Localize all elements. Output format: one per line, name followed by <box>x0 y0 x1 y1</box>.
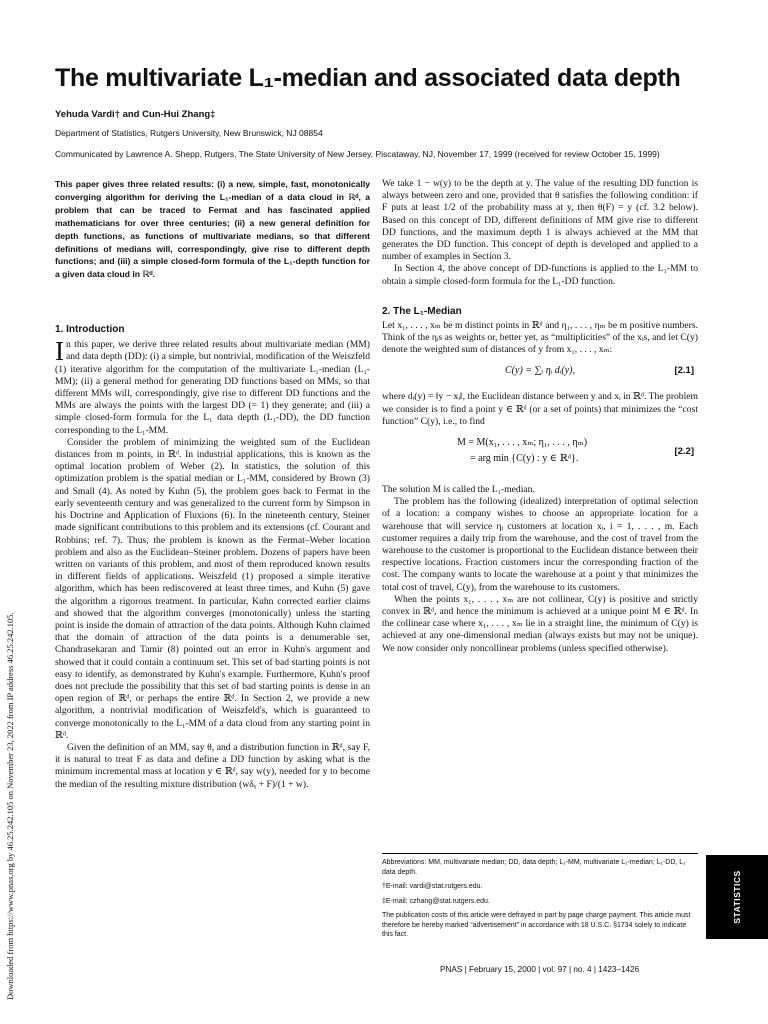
authors: Yehuda Vardi† and Cun-Hui Zhang‡ <box>55 109 216 120</box>
right-column <box>382 178 698 655</box>
affiliation: Department of Statistics, Rutgers University, New Brunswick, NJ 08854 <box>55 128 323 138</box>
footnote-email-zhang: ‡E-mail: czhang@stat.rutgers.edu. <box>382 897 490 905</box>
statistics-label: STATISTICS <box>732 870 742 924</box>
section2-paragraph-3: The solution M is called the L₁-median. <box>382 484 535 496</box>
section2-paragraph-2: where dᵢ(y) = ‖y − xᵢ‖, the Euclidean distance between y and xᵢ in ℝᵈ. The problem we consider is to find a point y ∈ ℝᵈ (or a set of points) that minimizes the “cost function” C(y), i.e., to find <box>382 391 698 427</box>
equation-2-2 <box>382 437 698 471</box>
paper-title: The multivariate L₁-median and associated data depth <box>55 64 681 92</box>
left-column <box>55 178 370 791</box>
right-paragraph-1: We take 1 − w(y) to be the depth at y. The value of the resulting DD function is always between zero and one, provided that θ satisfies the following condition: if F puts at least 1/2 of the probability mass at y, then θ(F) = y (cf. 3.2 below). Based on this concept of DD, different definitions of MM give rise to different DD functions, and the maximum depth 1 is always achieved at the MM that generates the DD function. This concept of depth is developed and applied to a number of examples in Section 3. <box>382 178 698 263</box>
abstract: This paper gives three related results: (i) a new, simple, fast, monotonically converging algorithm for deriving the L₁-median of a data cloud in ℝᵈ, a problem that can be traced to Fermat and has fascinated applied mathematicians for over three centuries; (ii) a new general definition for depth functions, as functions of multivariate medians, so that different definitions of medians will, correspondingly, give rise to different depth functions; and (iii) a simple closed-form formula of the L₁-depth function for a given data cloud in ℝᵈ. <box>55 179 370 280</box>
section2-paragraph-5: When the points x₁, . . . , xₘ are not collinear, C(y) is positive and strictly convex in ℝᵈ, and hence the minimum is achieved at a unique point M ∈ ℝᵈ. In the collinear case where x₁, . . . , xₘ lie in a straight line, the minimum of C(y) is achieved at any one-dimensional median (always exists but may not be unique). We now consider only noncollinear problems (unless specified otherwise). <box>382 593 698 654</box>
right-paragraph-2: In Section 4, the above concept of DD-functions is applied to the L₁-MM to obtain a simple closed-form formula for the L₁-DD function. <box>382 263 698 287</box>
communicated-note: Communicated by Lawrence A. Shepp, Rutgers, The State University of New Jersey, Piscataway, NJ, November 17, 1999 (received for review October 15, 1999) <box>55 149 660 159</box>
page-footer: PNAS | February 15, 2000 | vol. 97 | no. 4 | 1423–1426 <box>440 965 640 974</box>
intro-paragraph-1-text: n this paper, we derive three related results about multivariate median (MM) and data depth (DD): (i) a simple, but nontrivial, modification of the Weiszfeld (1) iterative algorithm for the computation of the multivariate L₁-median (L₁-MM); (ii) a general method for generating DD functions based on MMs, so that different MMs will, correspondingly, give rise to different DD functions and the MMs are always the points with the largest DD (= 1) they generate; and (iii) a simple closed-form formula for the L₁ data depth (L₁-DD), the DD function corresponding to the L₁-MM. <box>55 339 370 436</box>
download-watermark: Downloaded from https://www.pnas.org by 46.25.242.105 on November 23, 2022 from IP address 46.25.242.105. <box>5 612 15 1000</box>
section2-paragraph-1: Let x₁, . . . , xₘ be m distinct points in ℝᵈ and η₁, . . . , ηₘ be m positive numbers. Think of the ηᵢs as weights or, better yet, as “multiplicities” of the xᵢs, and let C(y) denote the weighted sum of distances of y from x₁, . . . , xₘ: <box>382 319 698 356</box>
intro-paragraph-1 <box>55 336 370 437</box>
statistics-section-tab <box>706 855 768 939</box>
intro-paragraph-3: Given the definition of an MM, say θ, and a distribution function in ℝᵈ, say F, it is natural to treat F as data and define a DD function by asking what is the minimum incremental mass at location y ∈ ℝᵈ, say w(y), needed for y to become the median of the resulting mixture distribution (wδᵧ + F)/(1 + w). <box>55 741 370 790</box>
footnotes <box>382 853 698 945</box>
section-heading-introduction: 1. Introduction <box>55 324 125 336</box>
equation-2-2-line-2: = arg min {C(y) : y ∈ ℝᵈ}. <box>470 453 579 465</box>
equation-2-1 <box>382 365 698 376</box>
equation-2-2-line-1: M = M(x₁, . . . , xₘ; η₁, . . . , ηₘ) <box>457 437 588 449</box>
section2-paragraph-4: The problem has the following (idealized) interpretation of optimal selection of a location: a company wishes to choose an appropriate location for a warehouse that will service ηᵢ customers at location xᵢ, i = 1, . . . , m. Each customer requires a daily trip from the warehouse, and the cost of travel from the warehouse to the customer is proportional to the Euclidean distance between their respective locations. Fraction customers incur the corresponding fraction of the cost. The company wants to locate the warehouse at a point y that minimizes the total cost of travel, C(y), from the warehouse to its customers. <box>382 496 698 593</box>
footnote-publication-costs: The publication costs of this article were defrayed in part by page charge payment. This article must therefore be hereby marked “advertisement” in accordance with 18 U.S.C. §1734 solely to indicate this fact. <box>382 912 691 938</box>
footnote-abbreviations: Abbreviations: MM, multivariate median; DD, data depth; L₁-MM, multivariate L₁-median; L₁-DD, L₁ data depth. <box>382 859 686 876</box>
intro-paragraph-2: Consider the problem of minimizing the weighted sum of the Euclidean distances from m points, in ℝᵈ. In industrial applications, this is known as the optimal location problem of Weber (2). In statistics, the solution of this optimization problem is the spatial median or L₁-MM, considered by Brown (3) and Small (4). As noted by Kuhn (5), the problem goes back to Fermat in the early seventeenth century and was generalized to the current form by Simpson in his Doctrine and Application of Fluxions (6). In the nineteenth century, Steiner made significant contributions to this problem and its extensions (cf. Courant and Robbins; ref. 7). Thus, the problem is known as the Fermat–Weber location problem and also as the Euclidean–Steiner problem. Dozens of papers have been written on variants of this problem, and most of them reproduced known results in different fields of applications. Weiszfeld (1) proposed a simple iterative algorithm, which has been rediscovered at least three times, and Kuhn (5) gave the algorithm a rigorous treatment. In particular, Kuhn corrected earlier claims and showed that the algorithm converges (monotonically) unless the starting point is inside the domain of attraction of the data points. Although Kuhn claimed that the domain of attraction of the data points is a denumerable set, Chandrasekaran and Tamir (8) pointed out an error in Kuhn's argument and showed that it could contain a continuum set. This set of bad starting points is not easy to identify, as demonstrated by Kuhn's example. Furthermore, Kuhn's proof does not preclude the possibility that this set of bad starting points is dense in an open region of ℝᵈ, or perhaps the entire ℝᵈ. In Section 2, we provide a new algorithm, a nontrivial modification of Weiszfeld's, which is guaranteed to converge monotonically to the L₁-MM of a data cloud from any starting point in ℝᵈ. <box>55 436 370 741</box>
footnote-email-vardi: †E-mail: vardi@stat.rutgers.edu. <box>382 883 483 890</box>
equation-2-2-number: [2.2] <box>674 446 694 458</box>
drop-cap: I <box>55 336 64 367</box>
equation-2-1-body: C(y) = ∑ᵢ ηᵢ dᵢ(y), <box>505 365 575 377</box>
section-heading-l1-median: 2. The L₁-Median <box>382 305 462 317</box>
equation-2-1-number: [2.1] <box>674 365 694 377</box>
